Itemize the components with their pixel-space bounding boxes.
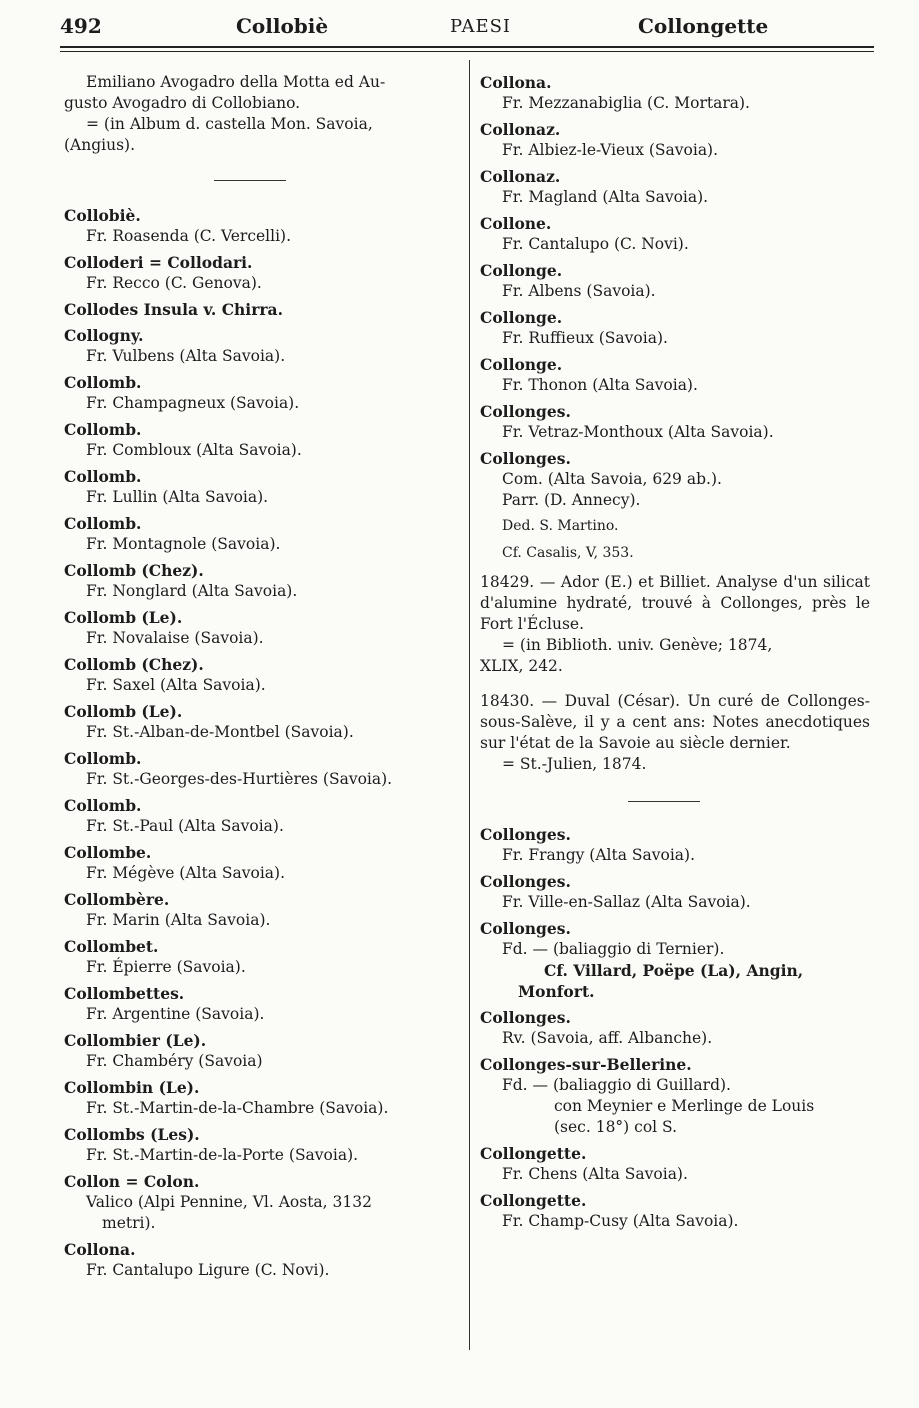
bibliography-18429 (480, 572, 870, 677)
entry-line: Fr. Vulbens (Alta Savoia). (86, 347, 286, 365)
entry-name: Collonge. (480, 261, 563, 280)
entry-name: Collomb. (64, 796, 142, 815)
entry-name: Collomb. (64, 749, 142, 768)
entry (64, 1077, 456, 1119)
entry-name: Collombet. (64, 937, 159, 956)
entry (64, 513, 456, 555)
intro-text (64, 72, 456, 156)
entry-line: Fr. St.-Georges-des-Hurtières (Savoia). (86, 770, 393, 788)
entry-name: Collomb. (64, 373, 142, 392)
entry-name: Collonge. (480, 355, 563, 374)
entry (64, 325, 456, 367)
right-column (480, 72, 870, 1237)
right-entry-list (480, 824, 870, 913)
entry-name: Collomb. (64, 420, 142, 439)
entry-line: Fr. Albiez-le-Vieux (Savoia). (502, 141, 719, 159)
entry (64, 560, 456, 602)
entry (64, 654, 456, 696)
entry-line: Fr. St.-Martin-de-la-Porte (Savoia). (86, 1146, 359, 1164)
entry-line: Fr. Novalaise (Savoia). (86, 629, 264, 647)
entry-name: Collodes Insula v. Chirra. (64, 300, 283, 319)
entry (480, 307, 870, 349)
entry-line: Fr. Albens (Savoia). (502, 282, 656, 300)
entry-line: Fr. Thonon (Alta Savoia). (502, 376, 698, 394)
entry-line: Fr. Ville-en-Sallaz (Alta Savoia). (502, 893, 751, 911)
entry-line: Valico (Alpi Pennine, Vl. Aosta, 3132 (86, 1193, 372, 1211)
entry-name: Collonges. (480, 872, 571, 891)
entry-line: metri). (102, 1214, 156, 1232)
bib-text: 18429. — Ador (E.) et Billiet. Analyse d'un silicat d'alumine hydraté, trouvé à Collonges, près le Fort l'Écluse. (480, 573, 870, 633)
intro-line: gusto Avogadro di Collobiano. (64, 94, 301, 112)
entry-line: Fr. Montagnole (Savoia). (86, 535, 281, 553)
entry (64, 889, 456, 931)
entry (480, 824, 870, 866)
entry-line: Fr. Combloux (Alta Savoia). (86, 441, 302, 459)
entry-line: Fr. Frangy (Alta Savoia). (502, 846, 696, 864)
entry-name: Collomb. (64, 514, 142, 533)
entry (64, 205, 456, 247)
entry (64, 748, 456, 790)
entry (480, 166, 870, 208)
entry-line: Fr. Cantalupo Ligure (C. Novi). (86, 1261, 330, 1279)
header-left-title: Collobiè (236, 14, 329, 38)
bibliography-18430 (480, 691, 870, 775)
left-column (64, 72, 456, 1286)
entry-line: Fr. Marin (Alta Savoia). (86, 911, 271, 929)
entry-name: Collonges. (480, 449, 571, 468)
entry-name: Collongette. (480, 1144, 587, 1163)
entry-line: Fr. Lullin (Alta Savoia). (86, 488, 269, 506)
column-divider (469, 60, 470, 1350)
entry-name: Collonges. (480, 1008, 571, 1027)
entry-line: Fr. Mégève (Alta Savoia). (86, 864, 286, 882)
intro-line: Emiliano Avogadro della Motta ed Au- (86, 73, 386, 91)
entry-name: Collongette. (480, 1191, 587, 1210)
entry-name: Collombe. (64, 843, 152, 862)
entry-name: Collomb. (64, 467, 142, 486)
right-entry-list (480, 72, 870, 443)
entry-line: Fd. — (baliaggio di Guillard). (502, 1076, 731, 1094)
entry (64, 607, 456, 649)
entry (64, 983, 456, 1025)
entry (64, 1239, 456, 1281)
entry-name: Collombin (Le). (64, 1078, 200, 1097)
entry-name: Collomb (Chez). (64, 655, 204, 674)
entry-line: Fr. St.-Alban-de-Montbel (Savoia). (86, 723, 354, 741)
entry (480, 119, 870, 161)
entry-line: Fr. Chambéry (Savoia) (86, 1052, 263, 1070)
entry (64, 252, 456, 294)
entry (64, 1030, 456, 1072)
entry-line: Fr. Saxel (Alta Savoia). (86, 676, 266, 694)
entry (480, 72, 870, 114)
entry (64, 419, 456, 461)
entry-name: Collonges-sur-Bellerine. (480, 1055, 692, 1074)
entry-line: Fr. Champ-Cusy (Alta Savoia). (502, 1212, 739, 1230)
entry-line: Cf. Villard, Poëpe (La), Angin, (544, 961, 804, 980)
entry-line: Rv. (Savoia, aff. Albanche). (502, 1029, 713, 1047)
entry (480, 213, 870, 255)
entry-name: Collonaz. (480, 120, 561, 139)
entry-name: Collonaz. (480, 167, 561, 186)
header-rule-thick (60, 46, 874, 48)
bib-text: 18430. — Duval (César). Un curé de Collonges-sous-Salève, il y a cent ans: Notes anecdotiques sur l'état de la Savoie au siècle dernier. (480, 692, 870, 752)
bib-citation: = St.-Julien, 1874. (502, 755, 647, 773)
entry-name: Collobiè. (64, 206, 141, 225)
entry-name: Collonges. (480, 919, 571, 938)
entry-line: con Meynier e Merlinge de Louis (554, 1097, 815, 1115)
entry (64, 842, 456, 884)
entry (64, 1171, 456, 1234)
entry-line: Fd. — (baliaggio di Ternier). (502, 940, 725, 958)
header-section: PAESI (450, 16, 512, 37)
separator (628, 801, 700, 802)
entry (480, 1190, 870, 1232)
right-entry-list (480, 1143, 870, 1232)
entry-line: Fr. Épierre (Savoia). (86, 958, 246, 976)
entry-name: Collogny. (64, 326, 144, 345)
entry-name: Collombettes. (64, 984, 185, 1003)
separator (214, 180, 286, 181)
entry-name: Collombs (Les). (64, 1125, 200, 1144)
entry-line: Monfort. (518, 982, 595, 1001)
bib-citation: XLIX, 242. (480, 657, 563, 675)
header-rule-thin (60, 51, 874, 52)
entry-line: Fr. Champagneux (Savoia). (86, 394, 300, 412)
entry-collonges-rv (480, 1007, 870, 1049)
bib-citation: = (in Biblioth. univ. Genève; 1874, (502, 636, 773, 654)
entry (480, 260, 870, 302)
entry (64, 1124, 456, 1166)
entry-line: Fr. Argentine (Savoia). (86, 1005, 265, 1023)
intro-citation: (Angius). (64, 136, 136, 154)
entry (64, 795, 456, 837)
entry-name: Collomb (Chez). (64, 561, 204, 580)
entry-line: Parr. (D. Annecy). (502, 491, 641, 509)
entry-name: Collone. (480, 214, 552, 233)
entry-name: Collombier (Le). (64, 1031, 207, 1050)
entry-line: Fr. Recco (C. Genova). (86, 274, 262, 292)
entry-line: (sec. 18°) col S. (554, 1118, 678, 1136)
entry-name: Collonges. (480, 825, 571, 844)
entry-name: Collonge. (480, 308, 563, 327)
entry-name: Colloderi = Collodari. (64, 253, 253, 272)
entry-name: Collon = Colon. (64, 1172, 200, 1191)
entry (480, 354, 870, 396)
entry-name: Collomb (Le). (64, 608, 183, 627)
entry (480, 401, 870, 443)
running-header (60, 12, 874, 42)
entry-name: Collona. (64, 1240, 136, 1259)
entry (64, 701, 456, 743)
entry-name: Collonges. (480, 402, 571, 421)
entry-collonges-sur-bellerine (480, 1054, 870, 1138)
entry-line: Fr. St.-Paul (Alta Savoia). (86, 817, 284, 835)
entry-name: Collomb (Le). (64, 702, 183, 721)
entry-line: Fr. Nonglard (Alta Savoia). (86, 582, 298, 600)
entry-line: Fr. Cantalupo (C. Novi). (502, 235, 689, 253)
entry-line: Fr. Chens (Alta Savoia). (502, 1165, 688, 1183)
entry (64, 936, 456, 978)
entry-name: Collombère. (64, 890, 170, 909)
entry-line: Fr. Roasenda (C. Vercelli). (86, 227, 292, 245)
entry-line: Ded. S. Martino. (502, 518, 619, 534)
entry-line: Com. (Alta Savoia, 629 ab.). (502, 470, 722, 488)
left-entry-list (64, 205, 456, 1281)
header-right-title: Collongette (638, 14, 769, 38)
entry-line: Fr. St.-Martin-de-la-Chambre (Savoia). (86, 1099, 389, 1117)
entry-line: Cf. Casalis, V, 353. (502, 545, 634, 561)
page-number: 492 (60, 14, 102, 38)
entry-line: Fr. Magland (Alta Savoia). (502, 188, 709, 206)
entry-name: Collona. (480, 73, 552, 92)
entry (64, 372, 456, 414)
entry (480, 871, 870, 913)
entry-line: Fr. Vetraz-Monthoux (Alta Savoia). (502, 423, 774, 441)
entry (64, 299, 456, 320)
entry-line: Fr. Mezzanabiglia (C. Mortara). (502, 94, 750, 112)
entry-line: Fr. Ruffieux (Savoia). (502, 329, 668, 347)
entry (480, 1143, 870, 1185)
intro-citation: = (in Album d. castella Mon. Savoia, (86, 115, 373, 133)
entry-collonges-fd (480, 918, 870, 1002)
entry (64, 466, 456, 508)
entry-collonges-main (480, 448, 870, 564)
